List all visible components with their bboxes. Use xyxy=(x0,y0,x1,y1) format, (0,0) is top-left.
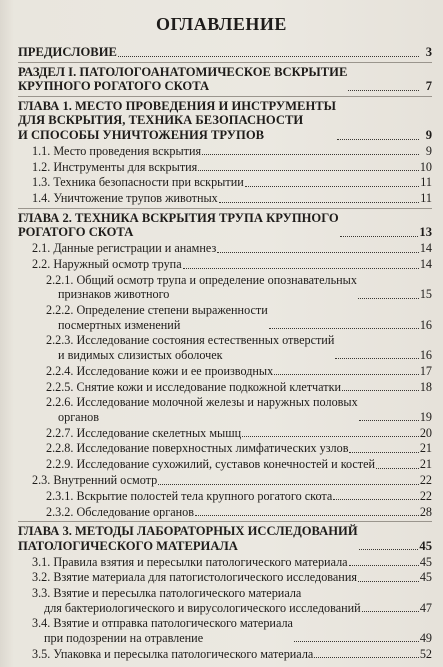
toc-entry[interactable] xyxy=(18,45,432,60)
toc-entry-title xyxy=(46,364,273,379)
toc-entry[interactable] xyxy=(18,364,432,379)
toc-entry-title xyxy=(32,473,157,488)
toc-entry[interactable] xyxy=(18,175,432,190)
toc-entry[interactable] xyxy=(18,273,432,302)
toc-page-number: 11 xyxy=(420,191,432,206)
toc-entry-line: ГЛАВА 2. ТЕХНИКА ВСКРЫТИЯ ТРУПА КРУПНОГО xyxy=(18,210,339,225)
toc-entry-title xyxy=(32,144,201,159)
dot-leader xyxy=(340,234,419,237)
toc-entry[interactable] xyxy=(18,426,432,441)
toc-entry-title xyxy=(18,65,347,94)
dot-leader xyxy=(294,639,419,642)
toc-entry[interactable] xyxy=(18,65,432,94)
toc-entry-title xyxy=(18,45,117,60)
toc-entry-line: признаков животного xyxy=(58,287,170,302)
toc-entry-line: для бактериологического и вирусологического исследований xyxy=(44,600,361,615)
dot-leader xyxy=(269,326,419,329)
toc-page-number: 45 xyxy=(419,554,432,569)
toc-page-number: 52 xyxy=(419,646,432,661)
toc-entry-line: 2.1. Данные регистрации и анамнез xyxy=(32,241,217,256)
dot-leader xyxy=(183,266,419,269)
toc-entry-title xyxy=(32,647,313,662)
toc-entry-title xyxy=(46,380,341,395)
toc-entry-line: 3.2. Взятие материала для патогистологического исследования xyxy=(32,570,357,585)
section-divider xyxy=(18,521,432,522)
toc-page-number: 21 xyxy=(419,457,432,472)
toc-entry[interactable] xyxy=(18,211,432,240)
toc-entry-line: 1.4. Уничтожение трупов животных xyxy=(32,191,218,206)
toc-entry-line: 2.2.3. Исследование состояния естественных отверстий xyxy=(46,333,335,348)
dot-leader xyxy=(362,609,419,612)
toc-entry-line: 2.3. Внутренний осмотр xyxy=(32,473,158,487)
dot-leader xyxy=(337,137,419,140)
toc-page-number: 14 xyxy=(419,257,432,272)
toc-entry-line: 2.2.4. Исследование кожи и ее производных xyxy=(46,363,274,378)
toc-entry[interactable] xyxy=(18,160,432,175)
toc-entry-line: 3.3. Взятие и пересылка патологического материала xyxy=(32,586,302,601)
dot-leader xyxy=(202,152,419,155)
toc-entry-line: 1.2. Инструменты для вскрытия xyxy=(32,159,198,174)
toc-entry[interactable] xyxy=(18,191,432,206)
toc-entry-title xyxy=(32,191,218,206)
toc-entry-line: ПАТОЛОГИЧЕСКОГО МАТЕРИАЛА xyxy=(18,538,238,553)
table-of-contents xyxy=(18,45,432,663)
toc-entry[interactable] xyxy=(18,473,432,488)
toc-entry-line: КРУПНОГО РОГАТОГО СКОТА xyxy=(18,79,210,94)
toc-entry-title xyxy=(32,160,197,175)
section-divider xyxy=(18,62,432,63)
page-title: ОГЛАВЛЕНИЕ xyxy=(156,14,287,34)
toc-page-number: 9 xyxy=(425,143,432,158)
toc-page-number: 16 xyxy=(419,317,432,332)
toc-entry[interactable] xyxy=(18,303,432,332)
toc-page-number: 19 xyxy=(419,409,432,424)
toc-page-number: 18 xyxy=(419,379,432,394)
dot-leader xyxy=(359,418,419,421)
toc-entry[interactable] xyxy=(18,505,432,520)
toc-entry-line: посмертных изменений xyxy=(58,317,181,332)
dot-leader xyxy=(314,655,418,658)
toc-entry-title xyxy=(46,333,334,362)
toc-entry-line: 2.2.9. Исследование сухожилий, суставов конечностей и костей xyxy=(46,457,376,472)
toc-entry-line: 1.1. Место проведения вскрытия xyxy=(32,143,202,158)
dot-leader xyxy=(349,450,418,453)
toc-entry-line: 2.2.1. Общий осмотр трупа и определение опознавательных xyxy=(46,272,357,287)
section-divider xyxy=(18,208,432,209)
toc-page-number: 10 xyxy=(419,159,432,174)
toc-entry[interactable] xyxy=(18,333,432,362)
toc-entry-line: 3.1. Правила взятия и пересылки патологического материала xyxy=(32,554,348,569)
toc-entry-title xyxy=(46,457,375,472)
toc-page-number: 28 xyxy=(419,504,432,519)
toc-page-number: 16 xyxy=(419,347,432,362)
section-divider xyxy=(18,96,432,97)
toc-entry[interactable] xyxy=(18,489,432,504)
toc-entry[interactable] xyxy=(18,395,432,424)
toc-entry[interactable] xyxy=(18,144,432,159)
dot-leader xyxy=(118,54,419,57)
dot-leader xyxy=(333,497,419,500)
dot-leader xyxy=(219,200,419,203)
toc-page-number: 45 xyxy=(419,570,432,585)
toc-entry-line: 2.2.6. Исследование молочной железы и наружных половых xyxy=(46,395,358,410)
toc-entry-line: 2.3.2. Обследование органов xyxy=(46,504,194,519)
toc-entry-title xyxy=(18,524,358,553)
dot-leader xyxy=(348,88,419,91)
toc-entry-line: ГЛАВА 3. МЕТОДЫ ЛАБОРАТОРНЫХ ИССЛЕДОВАНИЙ xyxy=(18,524,358,539)
toc-entry-title xyxy=(46,395,358,424)
toc-entry-title xyxy=(32,241,216,256)
toc-entry-line: ГЛАВА 1. МЕСТО ПРОВЕДЕНИЯ И ИНСТРУМЕНТЫ xyxy=(18,98,337,113)
toc-entry-title xyxy=(32,586,361,615)
toc-page-number: 13 xyxy=(419,225,432,240)
toc-page-number: 49 xyxy=(419,630,432,645)
toc-page-number: 11 xyxy=(420,175,432,190)
toc-entry-title xyxy=(32,257,182,272)
toc-entry-title xyxy=(46,426,241,441)
toc-entry-title xyxy=(18,211,339,240)
toc-page-number: 7 xyxy=(425,79,432,94)
toc-entry-line: органов xyxy=(58,409,99,424)
dot-leader xyxy=(274,372,419,375)
dot-leader xyxy=(342,388,419,391)
toc-entry-line: И СПОСОБЫ УНИЧТОЖЕНИЯ ТРУПОВ xyxy=(18,127,265,142)
toc-entry-line: 2.2.8. Исследование поверхностных лимфатических узлов xyxy=(46,441,349,456)
toc-entry[interactable] xyxy=(18,647,432,662)
toc-entry-line: 3.5. Упаковка и пересылка патологического материала xyxy=(32,646,314,661)
toc-entry-line: РОГАТОГО СКОТА xyxy=(18,225,134,240)
toc-page-number: 15 xyxy=(419,287,432,302)
toc-entry-line: 3.4. Взятие и отправка патологического материала xyxy=(32,616,293,631)
toc-entry[interactable] xyxy=(18,457,432,472)
dot-leader xyxy=(358,579,419,582)
toc-entry-line: и видимых слизистых оболочек xyxy=(58,347,223,362)
toc-entry-line: 2.2.2. Определение степени выраженности xyxy=(46,303,268,318)
toc-entry-title xyxy=(46,303,268,332)
toc-entry-line: ДЛЯ ВСКРЫТИЯ, ТЕХНИКА БЕЗОПАСНОСТИ xyxy=(18,113,304,128)
toc-entry[interactable] xyxy=(18,441,432,456)
toc-entry-title xyxy=(46,505,194,520)
toc-entry[interactable] xyxy=(18,241,432,256)
toc-entry-title xyxy=(46,273,357,302)
dot-leader xyxy=(195,513,419,516)
dot-leader xyxy=(376,466,419,469)
dot-leader xyxy=(349,563,419,566)
toc-entry-title xyxy=(32,570,357,585)
dot-leader xyxy=(158,482,419,485)
toc-entry[interactable] xyxy=(18,257,432,272)
toc-entry-line: РАЗДЕЛ I. ПАТОЛОГОАНАТОМИЧЕСКОЕ ВСКРЫТИЕ xyxy=(18,64,348,79)
toc-page-number: 9 xyxy=(425,127,432,142)
toc-entry-line: 2.2.7. Исследование скелетных мышц xyxy=(46,425,242,440)
toc-entry-title xyxy=(18,99,336,143)
toc-page-number: 14 xyxy=(419,241,432,256)
toc-entry-line: 2.2. Наружный осмотр трупа xyxy=(32,257,182,272)
toc-entry-title xyxy=(46,441,348,456)
toc-entry[interactable] xyxy=(18,555,432,570)
toc-page-number: 21 xyxy=(419,441,432,456)
dot-leader xyxy=(217,250,419,253)
toc-entry-line: при подозрении на отравление xyxy=(44,630,204,645)
toc-entry-title xyxy=(46,489,332,504)
toc-entry-line: 2.2.5. Снятие кожи и исследование подкожной клетчатки xyxy=(46,379,342,394)
toc-entry[interactable] xyxy=(18,586,432,615)
toc-page-number: 45 xyxy=(419,538,432,553)
toc-entry-line: 2.3.1. Вскрытие полостей тела крупного рогатого скота xyxy=(46,488,333,503)
dot-leader xyxy=(359,547,419,550)
toc-page-number: 17 xyxy=(419,363,432,378)
toc-entry-title xyxy=(32,175,244,190)
toc-entry[interactable] xyxy=(18,616,432,645)
toc-page-number: 20 xyxy=(419,425,432,440)
toc-entry-title xyxy=(32,616,293,645)
toc-entry[interactable] xyxy=(18,380,432,395)
dot-leader xyxy=(242,434,419,437)
toc-entry[interactable] xyxy=(18,570,432,585)
toc-page-number: 3 xyxy=(425,45,432,59)
toc-entry-line: ПРЕДИСЛОВИЕ xyxy=(18,45,117,59)
toc-entry[interactable] xyxy=(18,99,432,143)
toc-entry[interactable] xyxy=(18,524,432,553)
toc-page-number: 22 xyxy=(419,488,432,503)
toc-entry-line: 1.3. Техника безопасности при вскрытии xyxy=(32,175,244,190)
dot-leader xyxy=(335,356,418,359)
dot-leader xyxy=(198,168,419,171)
dot-leader xyxy=(358,296,419,299)
toc-page-number: 22 xyxy=(419,473,432,487)
toc-page-number: 47 xyxy=(419,600,432,615)
toc-entry-title xyxy=(32,555,348,570)
dot-leader xyxy=(245,184,419,187)
